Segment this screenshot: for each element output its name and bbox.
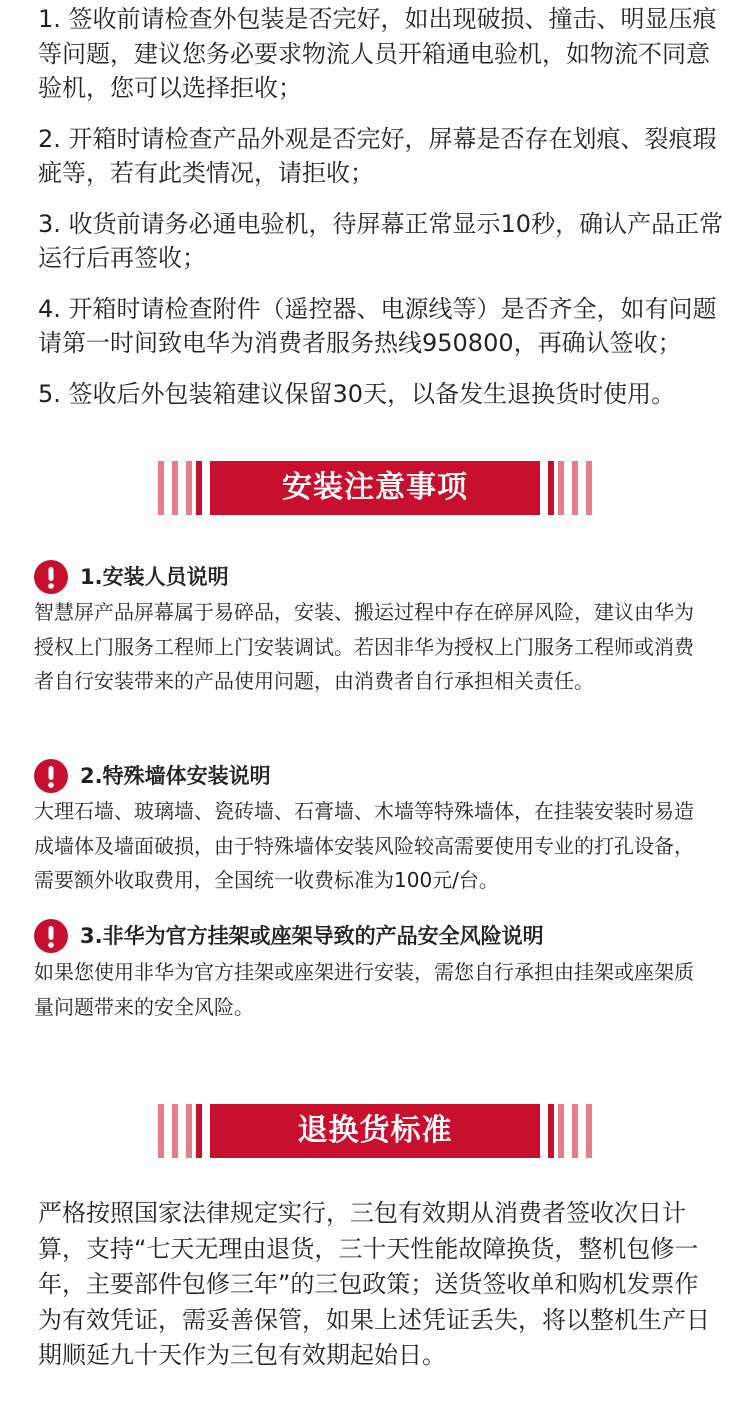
checklist-item-5: 5. 签收后外包装箱建议保留30天，以备发生退换货时使用。 — [38, 379, 676, 408]
checklist-item-2: 2. 开箱时请检查产品外观是否完好，屏幕是否存在划痕、裂痕瑕疵等，若有此类情况，请拒收； — [38, 124, 717, 187]
return-policy-text: 严格按照国家法律规定实行，三包有效期从消费者签收次日计算，支持“七天无理由退货，三十天性能故障换货，整机包修一年，主要部件包修三年”的三包政策；送货签收单和购机发票作为有效凭证，需妥善保管，如果上述凭证丢失，将以整机生产日期顺延九十天作为三包有效期起始日。 — [38, 1199, 710, 1369]
banner-stripe — [186, 1104, 192, 1158]
banner-stripe — [572, 1104, 578, 1158]
banner-stripe — [172, 461, 178, 515]
checklist-item-3: 3. 收货前请务必通电验机，待屏幕正常显示10秒，确认产品正常运行后再签收； — [38, 209, 724, 272]
banner-stripe — [158, 1104, 164, 1158]
install-section-banner — [158, 461, 592, 515]
banner-stripe — [572, 461, 578, 515]
install-notice-3-body: 如果您使用非华为官方挂架或座架进行安装，需您自行承担由挂架或座架质量问题带来的安全风险。 — [34, 960, 694, 1019]
exclamation-circle-icon — [34, 919, 68, 953]
banner-stripe — [586, 461, 592, 515]
banner-stripe — [196, 1104, 202, 1158]
banner-stripe — [548, 461, 554, 515]
banner-stripe — [196, 461, 202, 515]
banner-stripe — [558, 461, 564, 515]
notice-heading-text: 2.特殊墙体安装说明 — [80, 764, 271, 788]
exclamation-circle-icon — [34, 560, 68, 594]
install-section-title: 安装注意事项 — [210, 461, 540, 515]
checklist-item-1: 1. 签收前请检查外包装是否完好，如出现破损、撞击、明显压痕等问题，建议您务必要求物流人员开箱通电验机，如物流不同意验机，您可以选择拒收； — [38, 5, 717, 102]
install-notice-1-body: 智慧屏产品屏幕属于易碎品，安装、搬运过程中存在碎屏风险，建议由华为授权上门服务工程师上门安装调试。若因非华为授权上门服务工程师或消费者自行安装带来的产品使用问题，由消费者自行承担相关责任。 — [34, 600, 694, 693]
notice-heading-text: 3.非华为官方挂架或座架导致的产品安全风险说明 — [80, 924, 544, 948]
banner-stripe — [548, 1104, 554, 1158]
install-notice-2-body: 大理石墙、玻璃墙、瓷砖墙、石膏墙、木墙等特殊墙体，在挂装安装时易造成墙体及墙面破损，由于特殊墙体安装风险较高需要使用专业的打孔设备，需要额外收取费用，全国统一收费标准为100元/台。 — [34, 799, 694, 892]
banner-stripe — [172, 1104, 178, 1158]
return-section-title: 退换货标准 — [210, 1104, 540, 1158]
banner-stripe — [558, 1104, 564, 1158]
checklist-item-4: 4. 开箱时请检查附件（遥控器、电源线等）是否齐全，如有问题请第一时间致电华为消费者服务热线950800，再确认签收； — [38, 294, 717, 357]
banner-stripe — [158, 461, 164, 515]
return-section-banner — [158, 1104, 592, 1158]
banner-stripe — [586, 1104, 592, 1158]
banner-stripe — [186, 461, 192, 515]
delivery-checklist — [38, 2, 728, 411]
exclamation-circle-icon — [34, 759, 68, 793]
notice-heading-text: 1.安装人员说明 — [80, 565, 229, 589]
